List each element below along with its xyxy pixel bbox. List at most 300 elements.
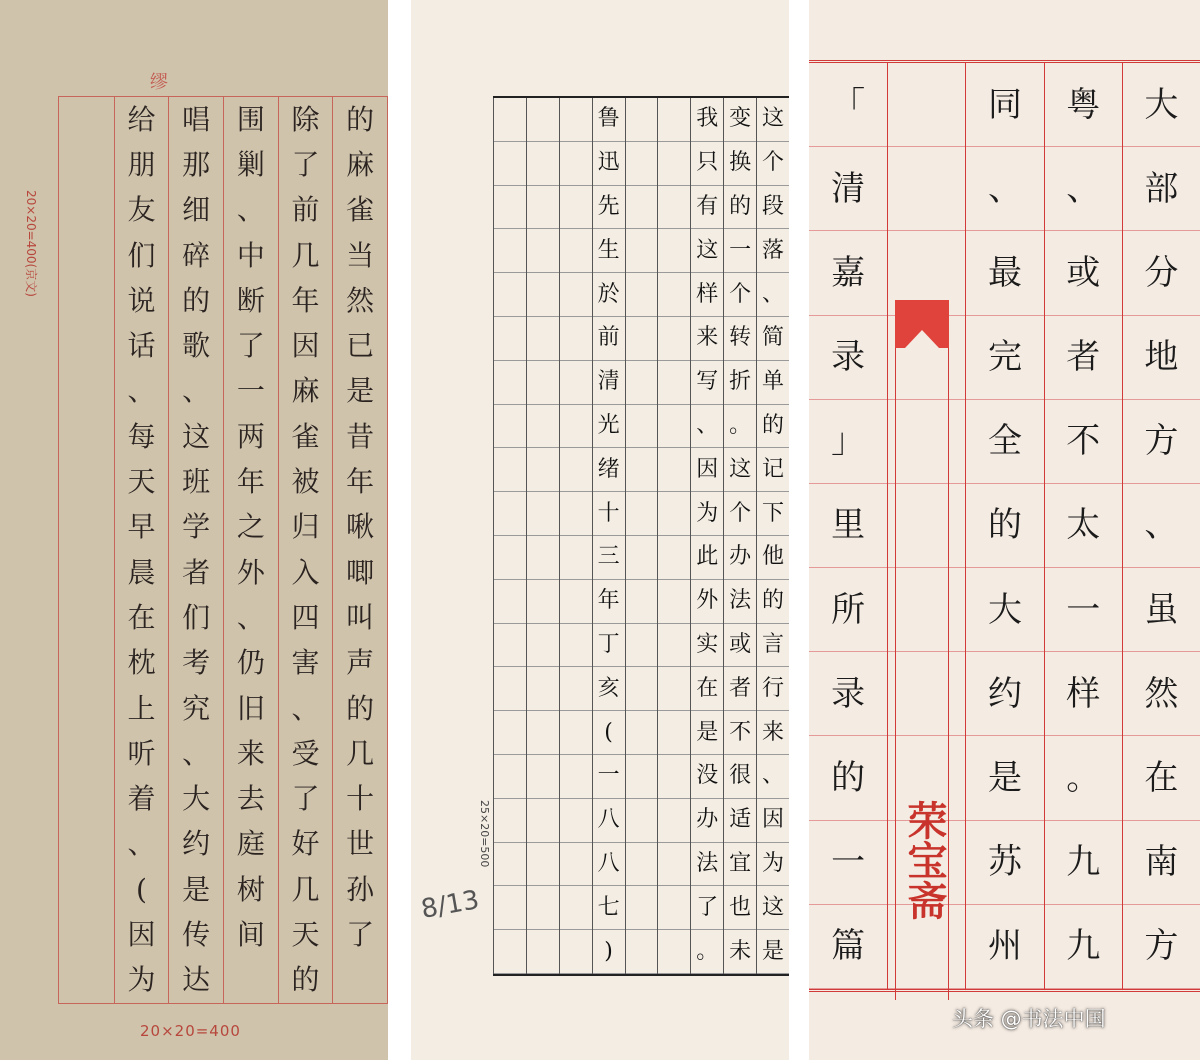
manuscript-cell: 外 [691, 580, 723, 624]
manuscript-cell: 最 [966, 231, 1043, 315]
manuscript-cell: 外 [236, 555, 265, 589]
manuscript-cell: 也 [724, 886, 756, 930]
manuscript-cell: 迅 [593, 142, 625, 186]
manuscript-cell: ( [136, 872, 147, 906]
manuscript-cell [560, 580, 592, 624]
manuscript-cell: 方 [1123, 905, 1200, 989]
manuscript-cell: 围 [236, 102, 265, 136]
manuscript-cell: 样 [1045, 652, 1122, 736]
manuscript-grid-2 [493, 96, 789, 976]
manuscript-cell: 年 [593, 580, 625, 624]
manuscript-cell [560, 886, 592, 930]
manuscript-cell: 、 [1045, 147, 1122, 231]
manuscript-cell: 清 [809, 147, 887, 231]
manuscript-cell: 、 [757, 755, 789, 799]
manuscript-cell: 不 [1045, 400, 1122, 484]
manuscript-cell: 嘉 [809, 231, 887, 315]
manuscript-cell: 方 [1123, 400, 1200, 484]
manuscript-cell [527, 448, 559, 492]
manuscript-cell [527, 843, 559, 887]
manuscript-cell: 、 [127, 827, 156, 861]
manuscript-cell [527, 98, 559, 142]
manuscript-cell: 、 [236, 600, 265, 634]
manuscript-cell [59, 97, 114, 142]
manuscript-cell: 个 [724, 273, 756, 317]
manuscript-cell [494, 98, 526, 142]
manuscript-cell: 只 [691, 142, 723, 186]
manuscript-cell: 是 [966, 736, 1043, 820]
manuscript-cell: 被 [291, 465, 320, 499]
manuscript-cell [658, 317, 690, 361]
manuscript-cell [560, 405, 592, 449]
manuscript-cell [494, 886, 526, 930]
manuscript-cell [658, 492, 690, 536]
manuscript-cell [527, 361, 559, 405]
manuscript-cell: 班 [182, 465, 211, 499]
manuscript-cell: 一 [236, 374, 265, 408]
manuscript-cell: 入 [291, 555, 320, 589]
manuscript-cell [59, 550, 114, 595]
manuscript-cell [658, 930, 690, 974]
manuscript-cell: 那 [182, 147, 211, 181]
manuscript-cell: 丁 [593, 624, 625, 668]
manuscript-column [526, 98, 559, 974]
manuscript-cell: 他 [757, 536, 789, 580]
manuscript-cell: 碎 [182, 238, 211, 272]
manuscript-cell [333, 958, 387, 1003]
manuscript-cell: 前 [291, 193, 320, 227]
manuscript-column [168, 97, 223, 1003]
manuscript-cell [59, 731, 114, 776]
manuscript-cell [658, 361, 690, 405]
manuscript-cell: 中 [236, 238, 265, 272]
manuscript-cell: 已 [346, 329, 375, 363]
manuscript-cell: 约 [182, 827, 211, 861]
manuscript-cell: 雀 [291, 419, 320, 453]
manuscript-cell [626, 624, 658, 668]
manuscript-cell: 因 [691, 448, 723, 492]
manuscript-cell [494, 930, 526, 974]
manuscript-cell: 落 [757, 229, 789, 273]
manuscript-cell: 所 [809, 568, 887, 652]
manuscript-cell: 这 [691, 229, 723, 273]
manuscript-cell: 样 [691, 273, 723, 317]
manuscript-cell [494, 186, 526, 230]
manuscript-cell: 受 [291, 736, 320, 770]
manuscript-cell: 者 [182, 555, 211, 589]
manuscript-cell [658, 580, 690, 624]
manuscript-cell [59, 414, 114, 459]
manuscript-cell [658, 799, 690, 843]
manuscript-cell: 话 [127, 329, 156, 363]
manuscript-column [114, 97, 169, 1003]
manuscript-cell: 两 [236, 419, 265, 453]
manuscript-cell: 归 [291, 510, 320, 544]
manuscript-cell: 、 [691, 405, 723, 449]
manuscript-cell: 前 [593, 317, 625, 361]
manuscript-cell [626, 448, 658, 492]
manuscript-cell: 个 [724, 492, 756, 536]
manuscript-cell [59, 459, 114, 504]
manuscript-cell [888, 63, 965, 147]
manuscript-cell: 传 [182, 918, 211, 952]
manuscript-cell: 这 [757, 98, 789, 142]
manuscript-cell [494, 624, 526, 668]
manuscript-cell: 部 [1123, 147, 1200, 231]
manuscript-cell [494, 536, 526, 580]
manuscript-cell: 每 [127, 419, 156, 453]
manuscript-cell [560, 317, 592, 361]
manuscript-cell [626, 317, 658, 361]
manuscript-cell: 法 [724, 580, 756, 624]
manuscript-column [493, 98, 526, 974]
manuscript-cell: 、 [236, 193, 265, 227]
manuscript-cell [527, 755, 559, 799]
manuscript-cell [494, 142, 526, 186]
manuscript-cell [59, 822, 114, 867]
manuscript-cell: 篇 [809, 905, 887, 989]
manuscript-cell: 南 [1123, 821, 1200, 905]
manuscript-cell: 大 [1123, 63, 1200, 147]
manuscript-cell: 苏 [966, 821, 1043, 905]
manuscript-cell [560, 711, 592, 755]
manuscript-cell: 适 [724, 799, 756, 843]
manuscript-cell [527, 536, 559, 580]
manuscript-cell: 有 [691, 186, 723, 230]
manuscript-cell [626, 361, 658, 405]
manuscript-cell [494, 361, 526, 405]
manuscript-cell [527, 405, 559, 449]
manuscript-cell: 为 [691, 492, 723, 536]
manuscript-cell: 太 [1045, 484, 1122, 568]
manuscript-cell [658, 273, 690, 317]
manuscript-cell: 声 [346, 646, 375, 680]
manuscript-cell: 究 [182, 691, 211, 725]
manuscript-cell: 天 [127, 465, 156, 499]
manuscript-cell: 世 [346, 827, 375, 861]
manuscript-cell [59, 233, 114, 278]
manuscript-cell: 者 [1045, 316, 1122, 400]
manuscript-cell [59, 505, 114, 550]
manuscript-cell [560, 799, 592, 843]
manuscript-cell: 仍 [236, 646, 265, 680]
manuscript-cell: 、 [127, 374, 156, 408]
manuscript-cell: 於 [593, 273, 625, 317]
manuscript-cell [560, 843, 592, 887]
manuscript-cell [527, 273, 559, 317]
manuscript-cell: 」 [809, 400, 887, 484]
manuscript-cell: 雀 [346, 193, 375, 227]
manuscript-cell [626, 755, 658, 799]
manuscript-cell [560, 229, 592, 273]
manuscript-cell [626, 229, 658, 273]
manuscript-cell: 里 [809, 484, 887, 568]
manuscript-column [332, 97, 387, 1003]
manuscript-cell [527, 799, 559, 843]
manuscript-cell: 很 [724, 755, 756, 799]
manuscript-cell: 因 [291, 329, 320, 363]
manuscript-cell: 孙 [346, 872, 375, 906]
manuscript-cell [527, 580, 559, 624]
manuscript-cell: 枕 [127, 646, 156, 680]
manuscript-cell: 宜 [724, 843, 756, 887]
manuscript-cell: 这 [757, 886, 789, 930]
manuscript-cell: 完 [966, 316, 1043, 400]
manuscript-cell [560, 755, 592, 799]
manuscript-cell [494, 667, 526, 711]
manuscript-cell: 因 [127, 918, 156, 952]
manuscript-cell [626, 930, 658, 974]
manuscript-cell: 此 [691, 536, 723, 580]
manuscript-cell: 写 [691, 361, 723, 405]
manuscript-cell: 了 [346, 918, 375, 952]
manuscript-cell: 九 [1045, 905, 1122, 989]
manuscript-cell: 、 [291, 691, 320, 725]
manuscript-cell: 们 [182, 600, 211, 634]
manuscript-cell: 九 [1045, 821, 1122, 905]
manuscript-cell: 唱 [182, 102, 211, 136]
manuscript-column [59, 97, 114, 1003]
manuscript-cell: 录 [809, 316, 887, 400]
manuscript-cell: 州 [966, 905, 1043, 989]
manuscript-cell: 这 [182, 419, 211, 453]
manuscript-column [756, 98, 789, 974]
manuscript-cell [59, 958, 114, 1003]
manuscript-cell [658, 667, 690, 711]
pencil-page-mark: 8/13 [418, 885, 482, 925]
manuscript-cell: 一 [1045, 568, 1122, 652]
manuscript-cell [59, 595, 114, 640]
manuscript-cell [560, 98, 592, 142]
manuscript-cell [527, 711, 559, 755]
manuscript-cell [560, 142, 592, 186]
manuscript-cell [494, 711, 526, 755]
manuscript-cell: 年 [236, 465, 265, 499]
manuscript-cell: 是 [691, 711, 723, 755]
manuscript-cell [527, 317, 559, 361]
manuscript-cell: 树 [236, 872, 265, 906]
manuscript-column [809, 63, 887, 989]
manuscript-cell: 「 [809, 63, 887, 147]
manuscript-cell: 办 [691, 799, 723, 843]
manuscript-cell: 然 [346, 283, 375, 317]
manuscript-cell [560, 186, 592, 230]
manuscript-cell: 麻 [346, 147, 375, 181]
manuscript-cell [527, 492, 559, 536]
manuscript-cell: 达 [182, 963, 211, 997]
manuscript-cell: 四 [291, 600, 320, 634]
manuscript-cell: 大 [966, 568, 1043, 652]
manuscript-cell: 当 [346, 238, 375, 272]
manuscript-cell: 给 [127, 102, 156, 136]
manuscript-cell: 法 [691, 843, 723, 887]
manuscript-cell: 断 [236, 283, 265, 317]
manuscript-cell: 、 [182, 374, 211, 408]
manuscript-cell: 一 [724, 229, 756, 273]
manuscript-cell: 的 [291, 963, 320, 997]
manuscript-cell [658, 142, 690, 186]
manuscript-cell: 亥 [593, 667, 625, 711]
manuscript-cell [494, 405, 526, 449]
manuscript-cell: 为 [127, 963, 156, 997]
manuscript-cell: 因 [757, 799, 789, 843]
sheet-side-mark: 25×20=500 [478, 800, 491, 868]
manuscript-cell: 单 [757, 361, 789, 405]
manuscript-cell: 行 [757, 667, 789, 711]
manuscript-cell [224, 958, 278, 1003]
manuscript-cell: 。 [1045, 736, 1122, 820]
manuscript-cell: 段 [757, 186, 789, 230]
manuscript-cell [59, 323, 114, 368]
manuscript-cell: 是 [757, 930, 789, 974]
manuscript-cell: 记 [757, 448, 789, 492]
manuscript-panel-1 [0, 0, 388, 1060]
manuscript-cell: 害 [291, 646, 320, 680]
manuscript-cell: 昔 [346, 419, 375, 453]
manuscript-cell: 的 [809, 736, 887, 820]
manuscript-cell: 几 [346, 736, 375, 770]
manuscript-cell: 说 [127, 283, 156, 317]
manuscript-cell [888, 147, 965, 231]
manuscript-cell: 在 [1123, 736, 1200, 820]
manuscript-column [690, 98, 723, 974]
manuscript-cell [59, 912, 114, 957]
manuscript-cell: 上 [127, 691, 156, 725]
manuscript-cell [560, 667, 592, 711]
manuscript-cell [658, 536, 690, 580]
manuscript-cell: 虽 [1123, 568, 1200, 652]
manuscript-cell [527, 886, 559, 930]
manuscript-cell: 好 [291, 827, 320, 861]
manuscript-cell: 约 [966, 652, 1043, 736]
manuscript-cell: 分 [1123, 231, 1200, 315]
manuscript-column [965, 63, 1043, 989]
manuscript-cell: 旧 [236, 691, 265, 725]
manuscript-cell: 之 [236, 510, 265, 544]
manuscript-cell: 绪 [593, 448, 625, 492]
sheet-side-mark: 20×20=400(京文) [24, 190, 38, 297]
manuscript-cell [59, 188, 114, 233]
manuscript-cell: 晨 [127, 555, 156, 589]
manuscript-cell: ) [593, 930, 625, 974]
manuscript-cell [560, 536, 592, 580]
manuscript-grid-3 [809, 60, 1200, 992]
manuscript-cell: 全 [966, 400, 1043, 484]
manuscript-cell: 剿 [236, 147, 265, 181]
manuscript-cell: 学 [182, 510, 211, 544]
manuscript-cell [560, 448, 592, 492]
manuscript-cell: 来 [757, 711, 789, 755]
watermark: 头条 @书法中国 [952, 1007, 1106, 1031]
manuscript-cell [658, 186, 690, 230]
manuscript-panel-2 [411, 0, 789, 1060]
manuscript-cell: 听 [127, 736, 156, 770]
manuscript-cell: 的 [346, 691, 375, 725]
manuscript-cell: 十 [593, 492, 625, 536]
manuscript-cell [626, 843, 658, 887]
manuscript-cell [658, 755, 690, 799]
manuscript-cell: 这 [724, 448, 756, 492]
manuscript-cell: 、 [757, 273, 789, 317]
manuscript-cell: 了 [291, 782, 320, 816]
manuscript-cell [59, 867, 114, 912]
manuscript-cell [494, 317, 526, 361]
manuscript-cell [494, 448, 526, 492]
manuscript-cell [527, 142, 559, 186]
sheet-bottom-mark: 20×20=400 [140, 1022, 241, 1040]
manuscript-cell [626, 799, 658, 843]
manuscript-cell [626, 142, 658, 186]
manuscript-cell: 来 [691, 317, 723, 361]
manuscript-cell [626, 186, 658, 230]
manuscript-cell: ( [593, 711, 625, 755]
manuscript-column [223, 97, 278, 1003]
manuscript-cell [59, 142, 114, 187]
manuscript-cell [658, 886, 690, 930]
manuscript-cell: 生 [593, 229, 625, 273]
manuscript-cell [494, 843, 526, 887]
manuscript-cell [59, 776, 114, 821]
manuscript-cell: 的 [757, 580, 789, 624]
manuscript-cell: 不 [724, 711, 756, 755]
manuscript-cell [494, 799, 526, 843]
manuscript-cell: 未 [724, 930, 756, 974]
manuscript-cell: 来 [236, 736, 265, 770]
manuscript-cell: 去 [236, 782, 265, 816]
manuscript-cell: 地 [1123, 316, 1200, 400]
manuscript-cell [527, 667, 559, 711]
manuscript-cell: 年 [291, 283, 320, 317]
manuscript-cell: 换 [724, 142, 756, 186]
manuscript-cell [494, 492, 526, 536]
manuscript-cell: 光 [593, 405, 625, 449]
manuscript-cell: 八 [593, 799, 625, 843]
manuscript-cell: 、 [966, 147, 1043, 231]
manuscript-column [278, 97, 333, 1003]
manuscript-cell: 三 [593, 536, 625, 580]
manuscript-column [625, 98, 658, 974]
manuscript-cell: 了 [291, 147, 320, 181]
manuscript-cell [626, 98, 658, 142]
manuscript-column [723, 98, 756, 974]
manuscript-cell: 没 [691, 755, 723, 799]
manuscript-cell [626, 580, 658, 624]
manuscript-cell: 录 [809, 652, 887, 736]
manuscript-cell [560, 492, 592, 536]
manuscript-cell: 了 [691, 886, 723, 930]
manuscript-cell [494, 755, 526, 799]
manuscript-cell [626, 536, 658, 580]
sheet-top-mark: 缪 [150, 72, 168, 93]
fold-marker-icon [895, 300, 949, 348]
manuscript-cell [527, 186, 559, 230]
manuscript-cell: 庭 [236, 827, 265, 861]
manuscript-cell: 早 [127, 510, 156, 544]
manuscript-cell: 天 [291, 918, 320, 952]
manuscript-cell: 的 [182, 283, 211, 317]
manuscript-cell: 啾 [346, 510, 375, 544]
manuscript-cell: 、 [1123, 484, 1200, 568]
manuscript-cell: 了 [236, 329, 265, 363]
manuscript-cell [626, 886, 658, 930]
manuscript-cell [658, 624, 690, 668]
manuscript-cell [626, 405, 658, 449]
manuscript-cell: 几 [291, 238, 320, 272]
manuscript-cell: 转 [724, 317, 756, 361]
manuscript-cell [59, 641, 114, 686]
manuscript-cell [527, 930, 559, 974]
manuscript-cell: 办 [724, 536, 756, 580]
